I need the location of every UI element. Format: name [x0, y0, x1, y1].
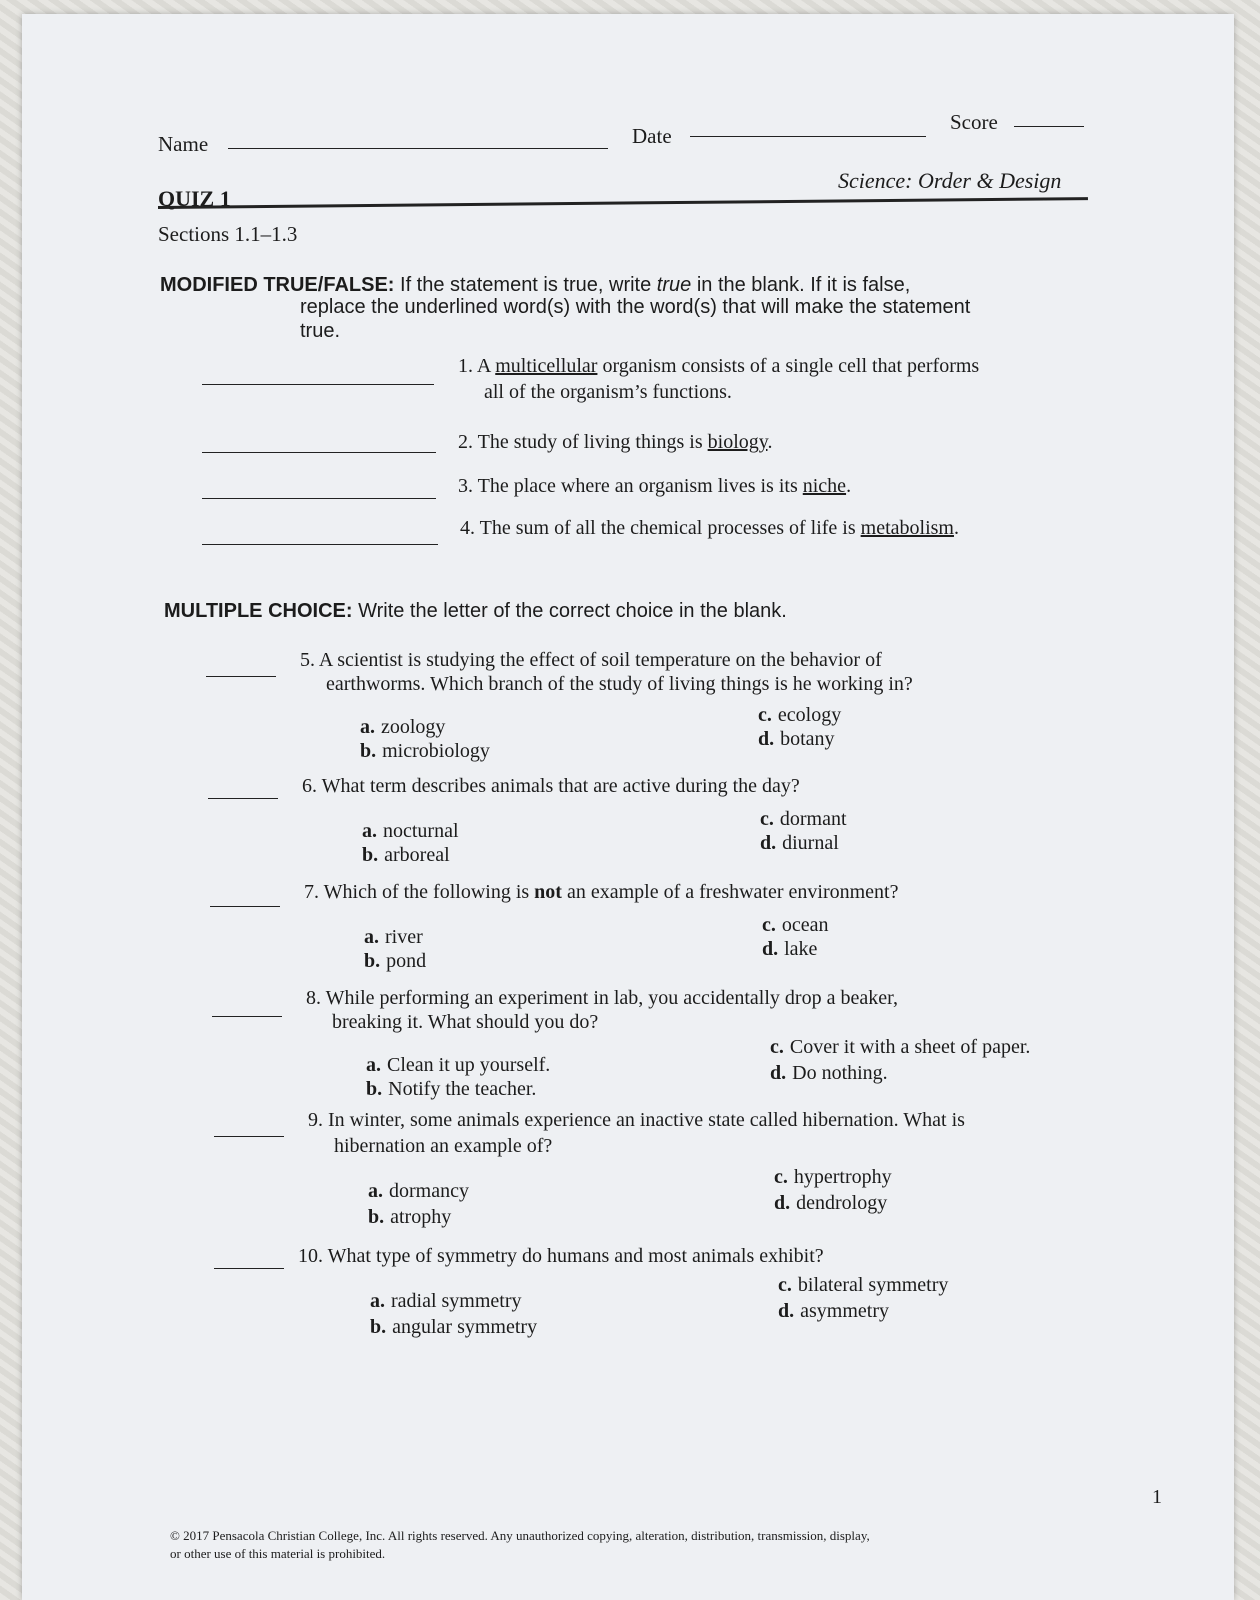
choice-text: Notify the teacher.: [388, 1078, 537, 1100]
choice-5c: [758, 704, 841, 727]
choice-text: hypertrophy: [793, 1166, 892, 1188]
question-number: 2.: [458, 431, 473, 453]
multiple-choice-heading: MULTIPLE CHOICE:: [164, 600, 353, 622]
choice-8b: [366, 1078, 536, 1101]
question-10: [298, 1244, 824, 1268]
choice-7c: [762, 914, 829, 937]
answer-blank-6[interactable]: [208, 798, 278, 799]
choice-letter: d.: [770, 1062, 787, 1084]
question-text: A: [476, 355, 496, 377]
choice-letter: c.: [774, 1166, 788, 1188]
question-number: 6.: [302, 775, 317, 797]
choice-6a: [362, 820, 459, 843]
name-blank[interactable]: [228, 148, 608, 149]
choice-letter: d.: [762, 938, 779, 960]
question-text: .: [953, 517, 959, 539]
question-text: The sum of all the chemical processes of life is: [479, 517, 861, 539]
choice-9b: [368, 1206, 451, 1229]
choice-7b: [364, 950, 426, 973]
choice-5d: [758, 728, 835, 751]
choice-10c: [778, 1274, 948, 1297]
multiple-choice-instructions: [164, 600, 787, 622]
choice-letter: a.: [362, 820, 377, 842]
copyright-line1: © 2017 Pensacola Christian College, Inc. All rights reserved. Any unauthorized copying, alteration, distribution, transmission, display,: [170, 1528, 870, 1543]
choice-letter: c.: [760, 808, 774, 830]
mc-instruction-text: Write the letter of the correct choice in the blank.: [358, 600, 787, 622]
choice-text: radial symmetry: [391, 1290, 522, 1312]
choice-letter: d.: [778, 1300, 795, 1322]
quiz-page: [22, 14, 1234, 1600]
choice-8c: [770, 1036, 1030, 1059]
choice-text: microbiology: [382, 740, 490, 762]
tf-instruction-true-word: true: [656, 274, 692, 296]
true-false-heading: MODIFIED TRUE/FALSE:: [160, 274, 395, 296]
question-text: .: [767, 431, 773, 453]
question-7: [304, 880, 898, 904]
question-text: A scientist is studying the effect of soil temperature on the behavior of: [318, 649, 882, 671]
subject-title: Science: Order & Design: [838, 168, 1062, 193]
choice-letter: b.: [370, 1316, 387, 1338]
question-4: [460, 516, 959, 540]
question-text: The study of living things is: [477, 431, 708, 453]
answer-blank-5[interactable]: [206, 676, 276, 677]
choice-text: dormant: [779, 808, 847, 830]
choice-letter: a.: [364, 926, 379, 948]
question-text: Which of the following is: [323, 881, 535, 903]
question-number: 8.: [306, 987, 321, 1009]
choice-7a: [364, 926, 423, 949]
question-1-line2: all of the organism’s functions.: [484, 381, 732, 403]
question-number: 1.: [458, 355, 473, 377]
choice-text: bilateral symmetry: [797, 1274, 949, 1296]
choice-5b: [360, 740, 490, 763]
tf-instruction-line2: replace the underlined word(s) with the word(s) that will make the statement: [300, 296, 971, 318]
answer-blank-8[interactable]: [212, 1016, 282, 1017]
choice-text: ocean: [781, 914, 829, 936]
choice-text: nocturnal: [383, 820, 459, 842]
question-number: 5.: [300, 649, 315, 671]
question-text: What type of symmetry do humans and most animals exhibit?: [327, 1245, 824, 1267]
answer-blank-10[interactable]: [214, 1268, 284, 1269]
true-false-instructions: [160, 274, 1090, 296]
choice-9c: [774, 1166, 892, 1189]
choice-text: lake: [784, 938, 818, 960]
underlined-term: niche: [802, 475, 847, 497]
question-text: In winter, some animals experience an inactive state called hibernation. What is: [328, 1109, 965, 1131]
choice-letter: d.: [774, 1192, 791, 1214]
question-1: [458, 354, 979, 378]
score-label: Score: [950, 110, 998, 134]
choice-text: angular symmetry: [392, 1316, 538, 1338]
header-rule: [158, 197, 1088, 209]
choice-letter: c.: [778, 1274, 792, 1296]
question-text: The place where an organism lives is its: [477, 475, 803, 497]
choice-letter: d.: [760, 832, 777, 854]
choice-6c: [760, 808, 847, 831]
choice-text: asymmetry: [800, 1300, 889, 1322]
choice-text: pond: [386, 950, 427, 972]
answer-blank-7[interactable]: [210, 906, 280, 907]
choice-text: dormancy: [389, 1180, 469, 1202]
answer-blank-1[interactable]: [202, 384, 434, 385]
question-3: [458, 474, 851, 498]
choice-6d: [760, 832, 839, 855]
choice-letter: b.: [366, 1078, 383, 1100]
choice-letter: b.: [364, 950, 381, 972]
question-6: [302, 774, 800, 798]
date-blank[interactable]: [690, 136, 926, 137]
underlined-term: multicellular: [495, 355, 598, 377]
question-9-line2: hibernation an example of?: [334, 1135, 553, 1157]
choice-7d: [762, 938, 817, 961]
choice-letter: a.: [366, 1054, 381, 1076]
question-text: While performing an experiment in lab, you accidentally drop a beaker,: [325, 987, 898, 1009]
question-8: [306, 986, 898, 1010]
tf-instruction-part1: If the statement is true, write: [400, 274, 652, 296]
question-number: 4.: [460, 517, 475, 539]
choice-text: arboreal: [384, 844, 450, 866]
question-5-line2: earthworms. Which branch of the study of living things is he working in?: [326, 673, 913, 695]
choice-text: ecology: [777, 704, 842, 726]
choice-letter: b.: [362, 844, 379, 866]
sections-label: Sections 1.1–1.3: [158, 222, 298, 246]
choice-10a: [370, 1290, 522, 1313]
answer-blank-2[interactable]: [202, 452, 436, 453]
choice-text: botany: [780, 728, 835, 750]
question-number: 7.: [304, 881, 319, 903]
underlined-term: biology: [707, 431, 768, 453]
choice-letter: b.: [360, 740, 377, 762]
choice-text: Clean it up yourself.: [387, 1054, 551, 1076]
question-number: 9.: [308, 1109, 323, 1131]
tf-instruction-part2: in the blank. If it is false,: [696, 274, 911, 296]
choice-9d: [774, 1192, 887, 1215]
choice-letter: a.: [360, 716, 375, 738]
choice-letter: c.: [758, 704, 772, 726]
choice-9a: [368, 1180, 469, 1203]
choice-5a: [360, 716, 445, 739]
tf-instruction-line3: true.: [300, 320, 341, 342]
choice-letter: a.: [370, 1290, 385, 1312]
choice-text: zoology: [381, 716, 446, 738]
underlined-term: metabolism: [860, 517, 954, 539]
choice-letter: c.: [762, 914, 776, 936]
question-text: an example of a freshwater environment?: [561, 881, 899, 903]
answer-blank-4[interactable]: [202, 544, 438, 545]
date-label: Date: [632, 124, 672, 148]
choice-text: river: [385, 926, 423, 948]
choice-text: Do nothing.: [792, 1062, 888, 1084]
emphasis-not: not: [534, 881, 562, 903]
question-text: .: [846, 475, 852, 497]
question-text: organism consists of a single cell that performs: [597, 355, 980, 377]
answer-blank-3[interactable]: [202, 498, 436, 499]
question-2: [458, 430, 772, 454]
choice-10b: [370, 1316, 537, 1339]
choice-8a: [366, 1054, 550, 1077]
question-8-line2: breaking it. What should you do?: [332, 1011, 599, 1033]
choice-letter: a.: [368, 1180, 383, 1202]
choice-6b: [362, 844, 450, 867]
choice-letter: c.: [770, 1036, 784, 1058]
score-blank[interactable]: [1014, 126, 1084, 127]
question-9: [308, 1108, 965, 1132]
copyright-line2: or other use of this material is prohibited.: [170, 1546, 386, 1561]
page-number: 1: [1152, 1486, 1162, 1508]
question-text: What term describes animals that are active during the day?: [321, 775, 800, 797]
quiz-title: QUIZ 1: [158, 186, 231, 211]
question-5: [300, 648, 882, 672]
answer-blank-9[interactable]: [214, 1136, 284, 1137]
choice-text: dendrology: [796, 1192, 888, 1214]
question-number: 10.: [298, 1245, 323, 1267]
choice-text: atrophy: [390, 1206, 452, 1228]
choice-10d: [778, 1300, 889, 1323]
choice-8d: [770, 1062, 888, 1085]
choice-letter: d.: [758, 728, 775, 750]
name-label: Name: [158, 132, 209, 156]
choice-text: diurnal: [782, 832, 839, 854]
choice-text: Cover it with a sheet of paper.: [789, 1036, 1031, 1058]
question-number: 3.: [458, 475, 473, 497]
choice-letter: b.: [368, 1206, 385, 1228]
